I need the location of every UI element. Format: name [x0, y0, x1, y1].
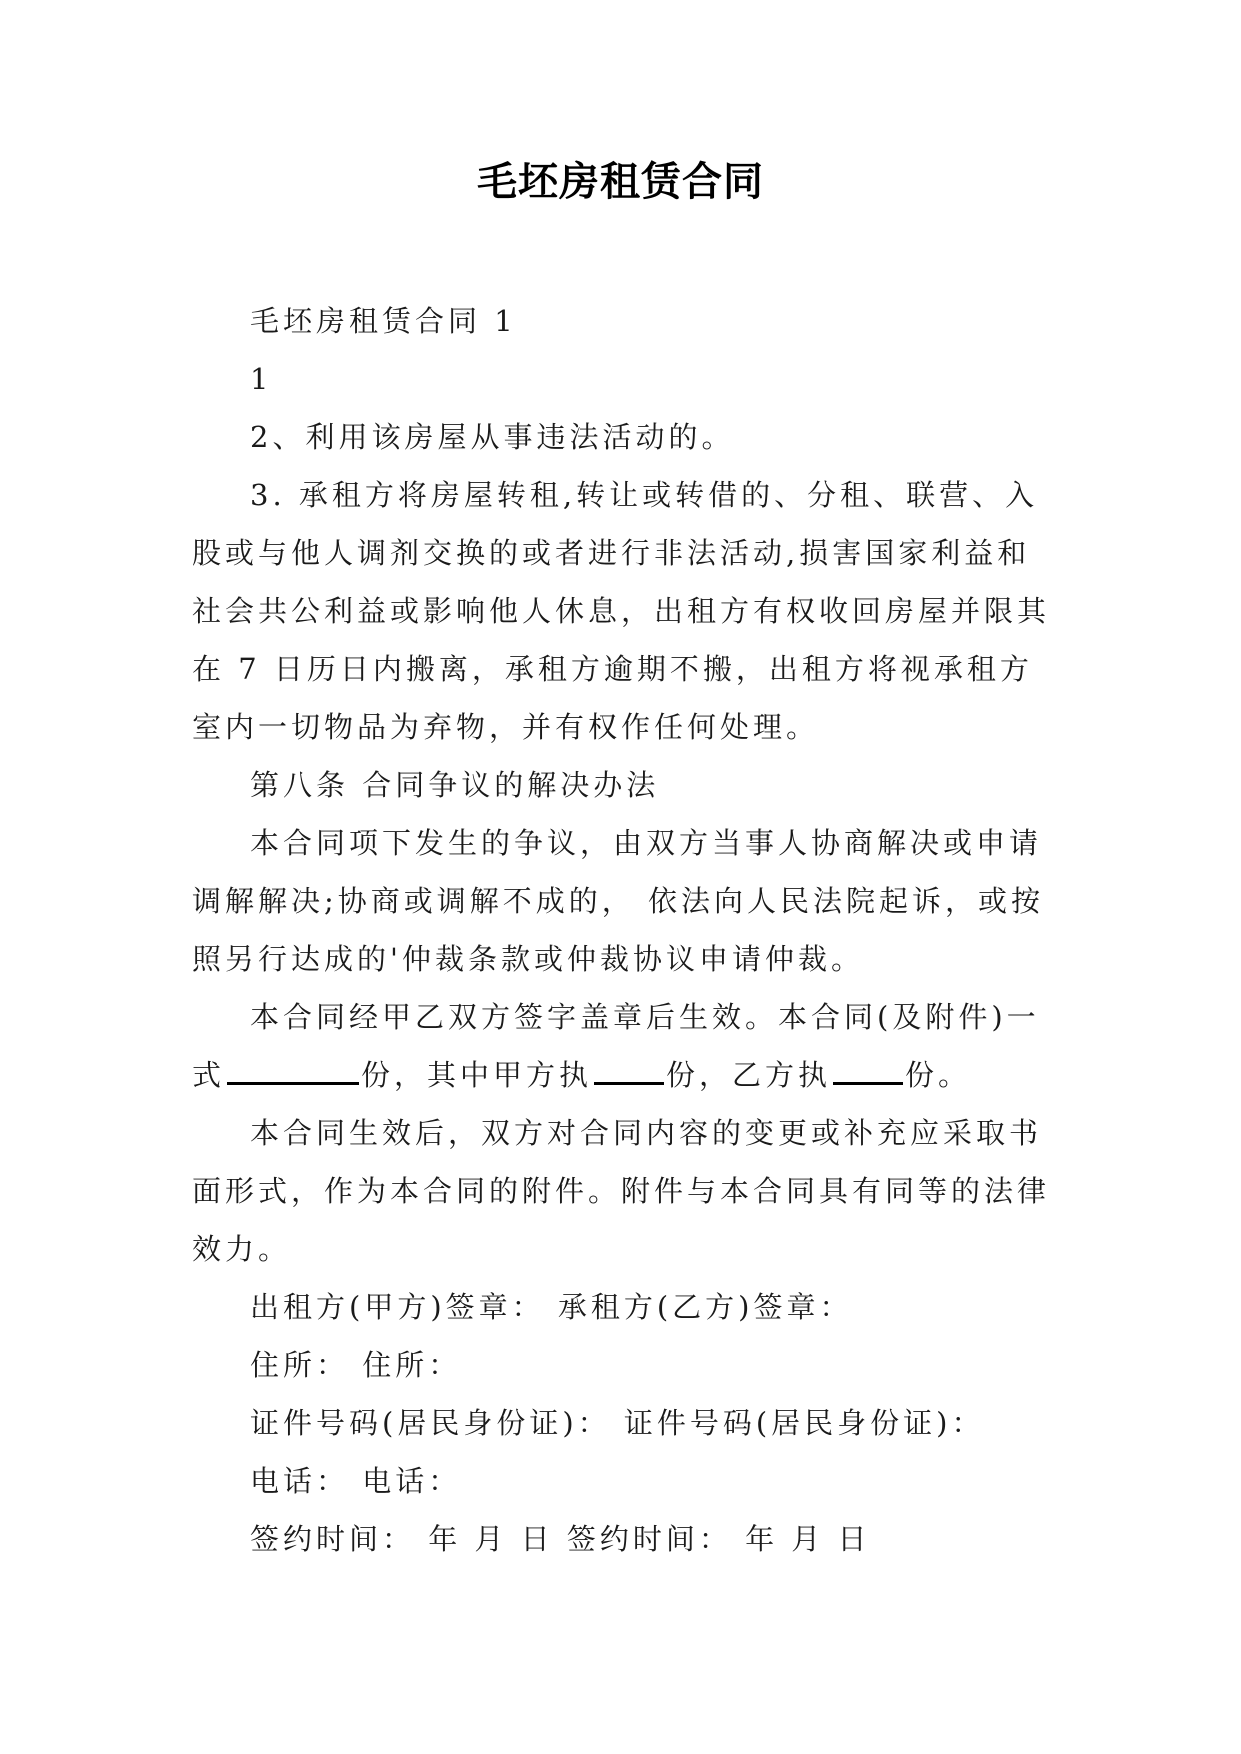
paragraph-contract-number: 毛坯房租赁合同 1 — [250, 304, 517, 338]
paragraph-clause-3: 3. 承租方将房屋转租,转让或转借的、分租、联营、入股或与他人调剂交换的或者进行非法活动,损害国家利益和社会共公利益或影响他人休息，出租方有权收回房屋并限其在 7 日历日内搬离，承租方逾期不搬，出租方将视承租方室内一切物品为弃物，并有权作任何处理。 — [192, 478, 1051, 744]
paragraph-copies — [192, 988, 1054, 1104]
signature-line: 出租方(甲方)签章： 承租方(乙方)签章： — [250, 1290, 853, 1324]
paragraph-amendments: 本合同生效后，双方对合同内容的变更或补充应采取书面形式，作为本合同的附件。附件与本合同具有同等的法律效力。 — [192, 1116, 1051, 1266]
copies-text-4: 份。 — [905, 1058, 972, 1092]
copies-text-2: 份，其中甲方执 — [361, 1058, 593, 1092]
phone-line: 电话： 电话： — [250, 1464, 462, 1498]
address-line: 住所： 住所： — [250, 1348, 462, 1382]
document-title: 毛坯房租赁合同 — [477, 159, 764, 205]
paragraph-section-number: 1 — [250, 362, 273, 396]
copies-text-1: 本合同经甲乙双方签字盖章后生效。本合同(及附件)一式 — [192, 1000, 1040, 1092]
paragraph-clause-2: 2、利用该房屋从事违法活动的。 — [250, 420, 735, 454]
id-number-line: 证件号码(居民身份证)： 证件号码(居民身份证)： — [250, 1406, 985, 1440]
signing-date-line: 签约时间： 年 月 日 签约时间： 年 月 日 — [250, 1522, 871, 1556]
copies-text-3: 份，乙方执 — [666, 1058, 832, 1092]
party-a-copies-blank — [594, 1058, 664, 1085]
paragraph-article-8-heading: 第八条 合同争议的解决办法 — [250, 768, 660, 802]
copies-total-blank — [227, 1058, 359, 1085]
party-b-copies-blank — [833, 1058, 903, 1085]
document-body — [192, 292, 1054, 1568]
paragraph-dispute-resolution: 本合同项下发生的争议，由双方当事人协商解决或申请调解解决;协商或调解不成的， 依法向人民法院起诉，或按照另行达成的'仲裁条款或仲裁协议申请仲裁。 — [192, 826, 1044, 976]
